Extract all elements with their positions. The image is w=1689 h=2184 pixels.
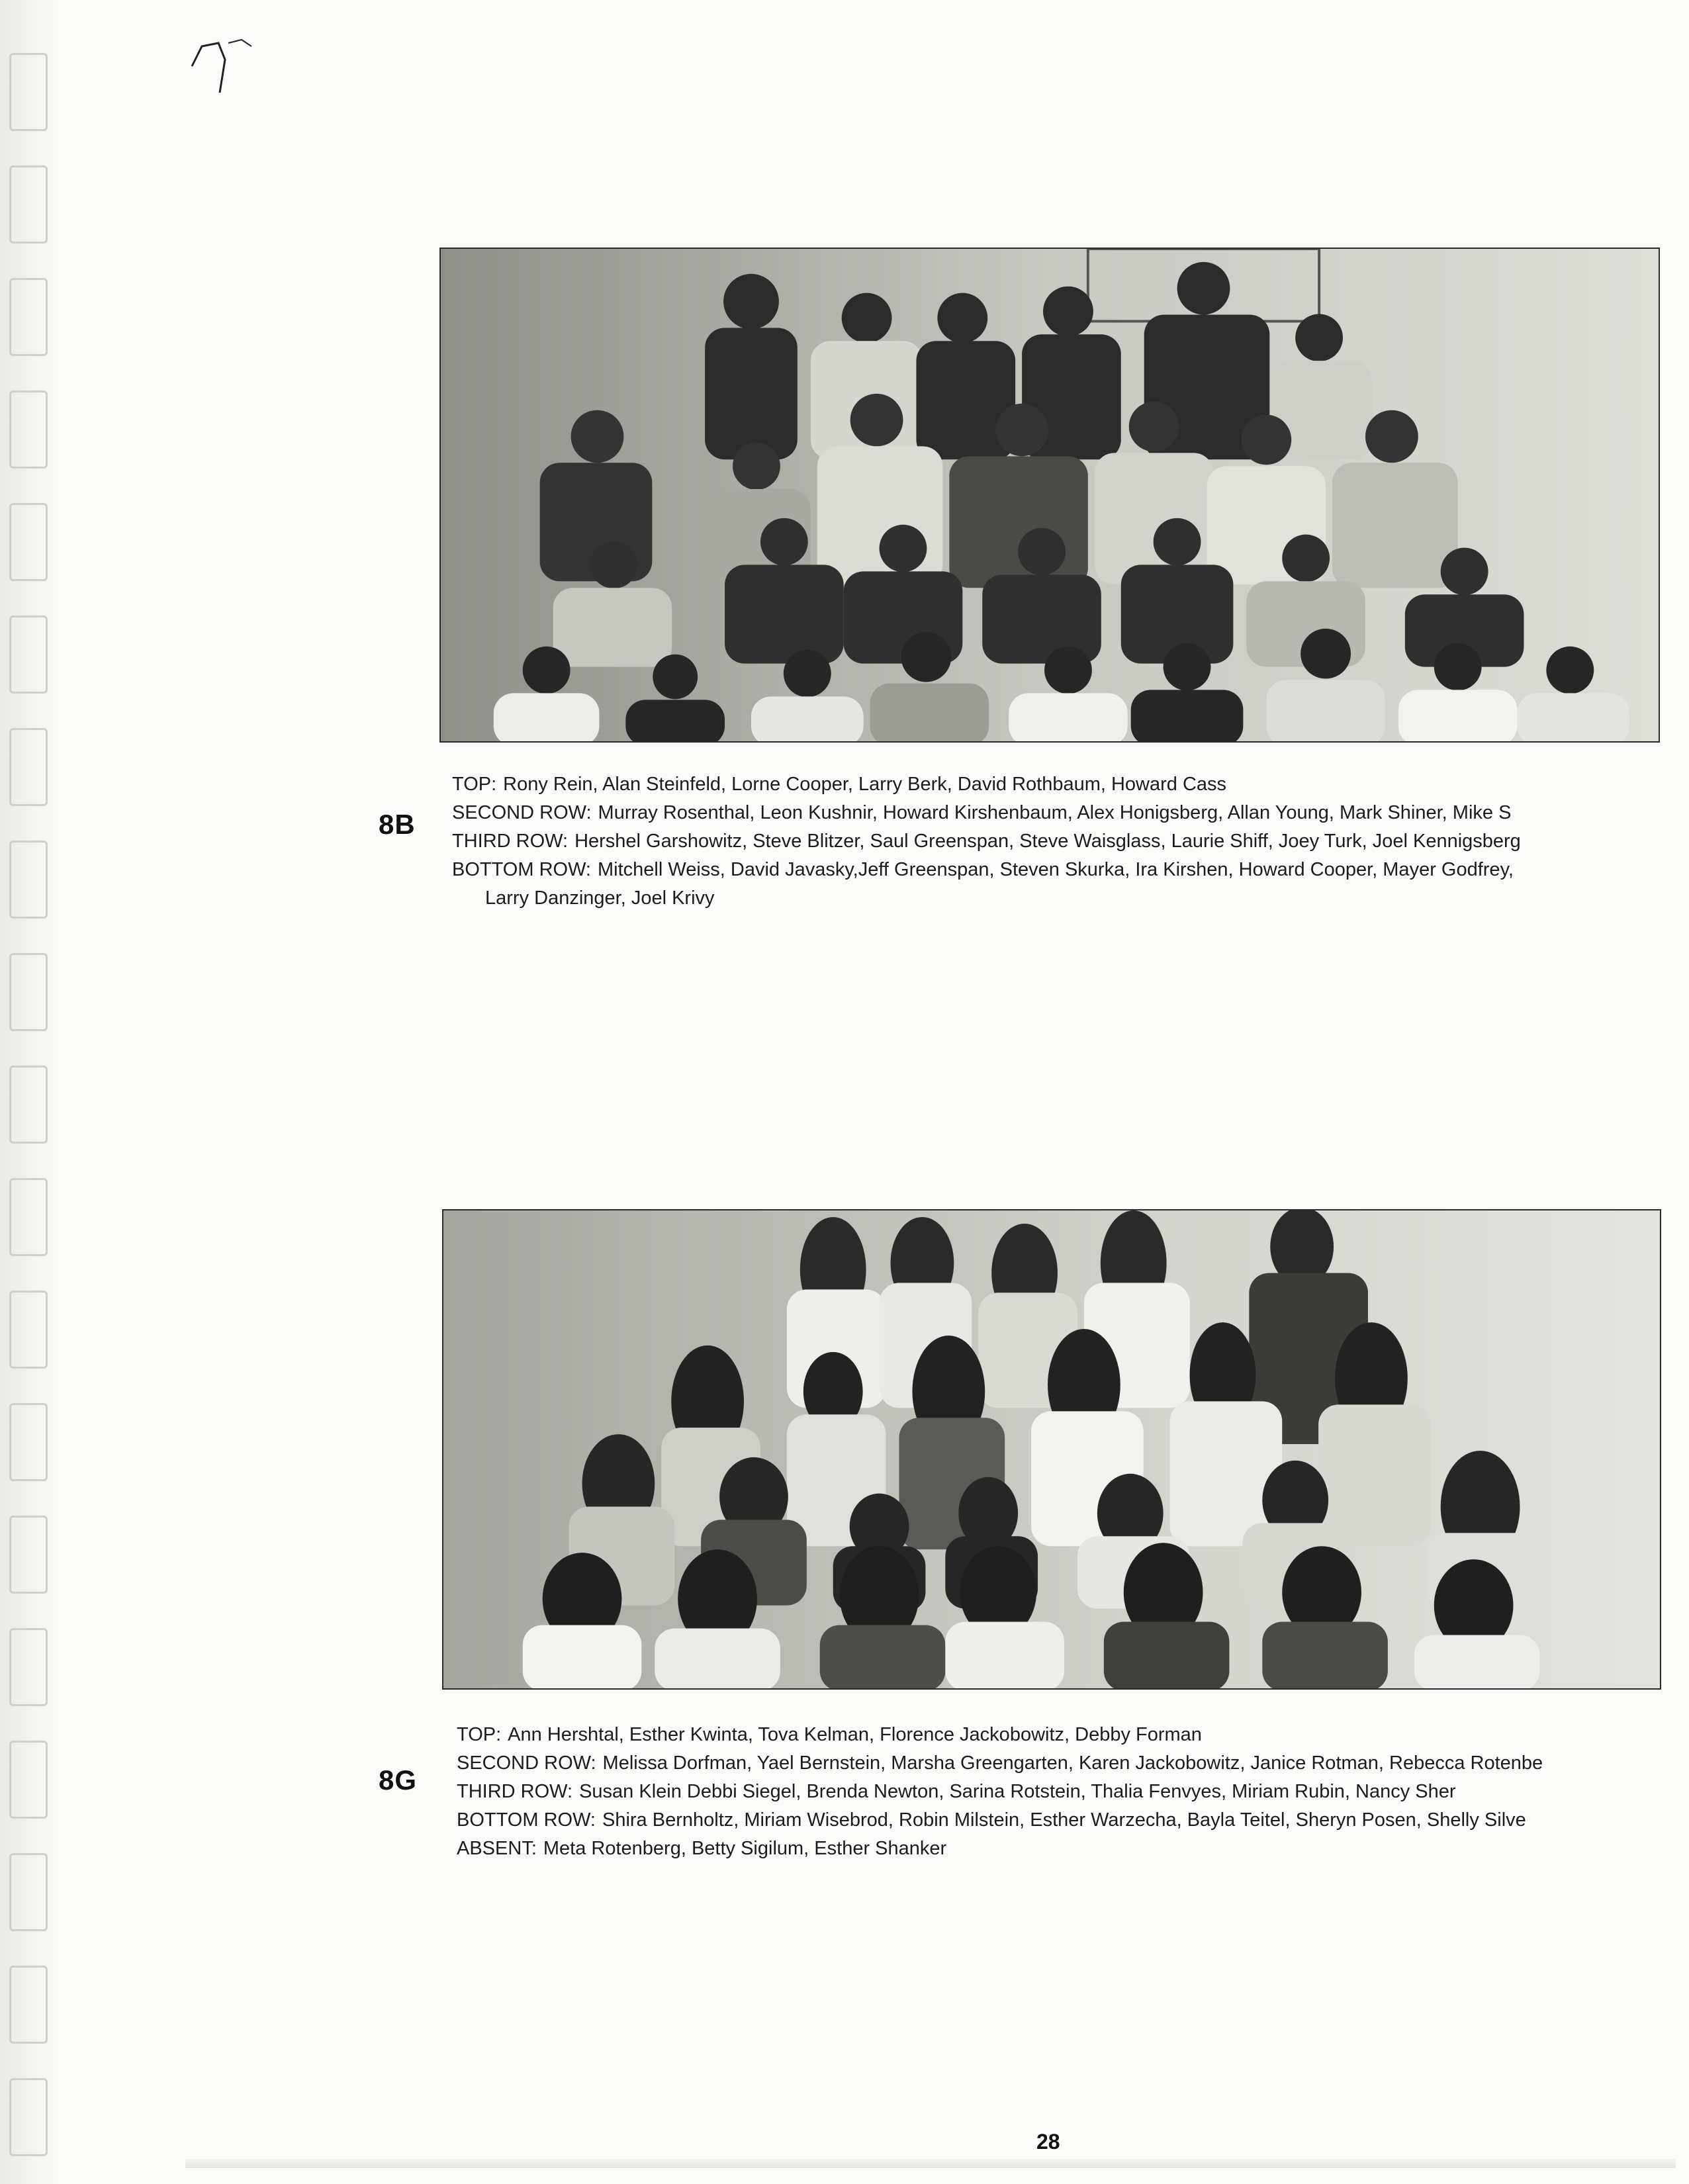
punch-hole — [9, 1403, 48, 1481]
row-label: THIRD ROW: — [457, 1781, 573, 1802]
row-label: BOTTOM ROW: — [457, 1809, 596, 1831]
punch-hole — [9, 841, 48, 919]
caption-row-continuation: Larry Danzinger, Joel Krivy — [485, 887, 715, 909]
punch-hole — [9, 53, 48, 131]
caption-row-second — [452, 799, 1689, 827]
row-names: Hershel Garshowitz, Steve Blitzer, Saul Greenspan, Steve Waisglass, Laurie Shiff, Joey Turk, Joel Kennigsberg — [574, 831, 1521, 852]
class-photo-8b — [439, 248, 1660, 743]
punch-hole — [9, 1853, 48, 1931]
row-label: THIRD ROW: — [452, 831, 569, 852]
punch-hole — [9, 503, 48, 581]
class-label-8b: 8B — [379, 809, 416, 840]
punch-hole — [9, 165, 48, 244]
row-label: TOP: — [452, 774, 497, 795]
row-label: SECOND ROW: — [452, 802, 592, 823]
punch-hole — [9, 1628, 48, 1706]
page-number: 28 — [1036, 2130, 1060, 2154]
punch-hole — [9, 1516, 48, 1594]
caption-8b — [452, 770, 1689, 913]
row-names: Melissa Dorfman, Yael Bernstein, Marsha Greengarten, Karen Jackobowitz, Janice Rotman, Rebecca Rotenbe — [602, 1752, 1543, 1774]
caption-row-bottom — [457, 1806, 1689, 1835]
binding-edge — [0, 0, 60, 2184]
punch-hole — [9, 1178, 48, 1256]
row-names: Meta Rotenberg, Betty Sigilum, Esther Shanker — [543, 1838, 947, 1859]
punch-hole — [9, 615, 48, 694]
caption-row-absent — [457, 1835, 1689, 1863]
punch-hole — [9, 2078, 48, 2156]
row-names: Rony Rein, Alan Steinfeld, Lorne Cooper, Larry Berk, David Rothbaum, Howard Cass — [503, 774, 1227, 795]
row-label: TOP: — [457, 1724, 502, 1745]
row-names: Ann Hershtal, Esther Kwinta, Tova Kelman, Florence Jackobowitz, Debby Forman — [508, 1724, 1202, 1745]
row-names: Susan Klein Debbi Siegel, Brenda Newton, Sarina Rotstein, Thalia Fenvyes, Miriam Rubin, Nancy Sher — [579, 1781, 1456, 1802]
class-label-8g: 8G — [379, 1764, 418, 1796]
punch-hole — [9, 1291, 48, 1369]
punch-hole — [9, 953, 48, 1031]
class-photo-8g — [442, 1209, 1661, 1690]
caption-row-bottom — [452, 856, 1689, 884]
pen-scribble — [179, 20, 271, 99]
caption-row-third — [452, 827, 1689, 856]
caption-row-third — [457, 1778, 1689, 1806]
row-names: Murray Rosenthal, Leon Kushnir, Howard Kirshenbaum, Alex Honigsberg, Allan Young, Mark Shiner, Mike S — [598, 802, 1512, 823]
row-label: ABSENT: — [457, 1838, 537, 1859]
punch-hole — [9, 390, 48, 469]
punch-hole — [9, 1066, 48, 1144]
punch-hole — [9, 278, 48, 356]
row-label: BOTTOM ROW: — [452, 859, 591, 880]
caption-row-second — [457, 1749, 1689, 1778]
caption-row-top — [457, 1721, 1689, 1749]
caption-row-top — [452, 770, 1689, 799]
caption-8g — [457, 1721, 1689, 1863]
row-names: Mitchell Weiss, David Javasky,Jeff Greenspan, Steven Skurka, Ira Kirshen, Howard Cooper, Mayer Godfrey, — [597, 859, 1514, 880]
row-names: Shira Bernholtz, Miriam Wisebrod, Robin Milstein, Esther Warzecha, Bayla Teitel, Sheryn Posen, Shelly Silve — [602, 1809, 1526, 1831]
punch-hole — [9, 728, 48, 806]
punch-hole — [9, 1741, 48, 1819]
page-bottom-edge — [185, 2159, 1676, 2168]
row-label: SECOND ROW: — [457, 1752, 596, 1774]
punch-hole — [9, 1966, 48, 2044]
